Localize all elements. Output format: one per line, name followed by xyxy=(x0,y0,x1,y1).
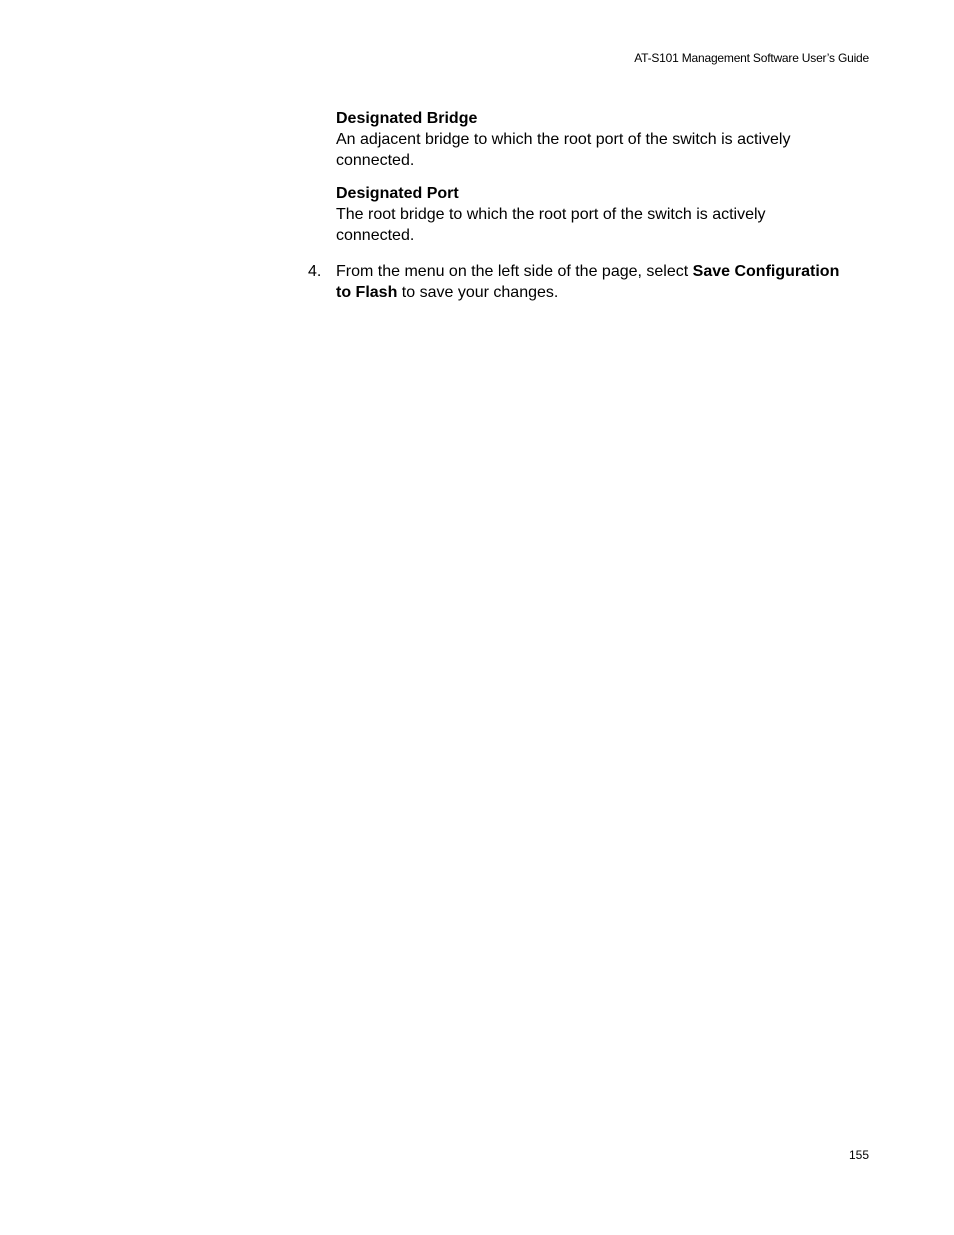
step-text: From the menu on the left side of the page, select xyxy=(336,263,693,280)
step-body xyxy=(336,261,878,303)
menu-item-reference: to Flash xyxy=(336,284,398,301)
step-text: to save your changes. xyxy=(397,284,559,301)
step-4 xyxy=(308,261,878,303)
definition-description-line: An adjacent bridge to which the root port of the switch is actively xyxy=(336,131,791,148)
definition-term: Designated Bridge xyxy=(336,110,478,127)
step-line-2 xyxy=(336,282,878,303)
definition-designated-port xyxy=(336,183,876,246)
definition-description-line: connected. xyxy=(336,227,415,244)
definition-designated-bridge xyxy=(336,108,876,171)
menu-item-reference: Save Configuration xyxy=(692,263,840,280)
running-header: AT-S101 Management Software User’s Guide xyxy=(634,51,869,65)
step-line-1 xyxy=(336,261,878,282)
page-number: 155 xyxy=(848,1148,869,1162)
definition-term: Designated Port xyxy=(336,185,459,202)
step-number: 4. xyxy=(308,263,322,280)
definition-description-line: connected. xyxy=(336,152,415,169)
definition-description-line: The root bridge to which the root port of the switch is actively xyxy=(336,206,766,223)
